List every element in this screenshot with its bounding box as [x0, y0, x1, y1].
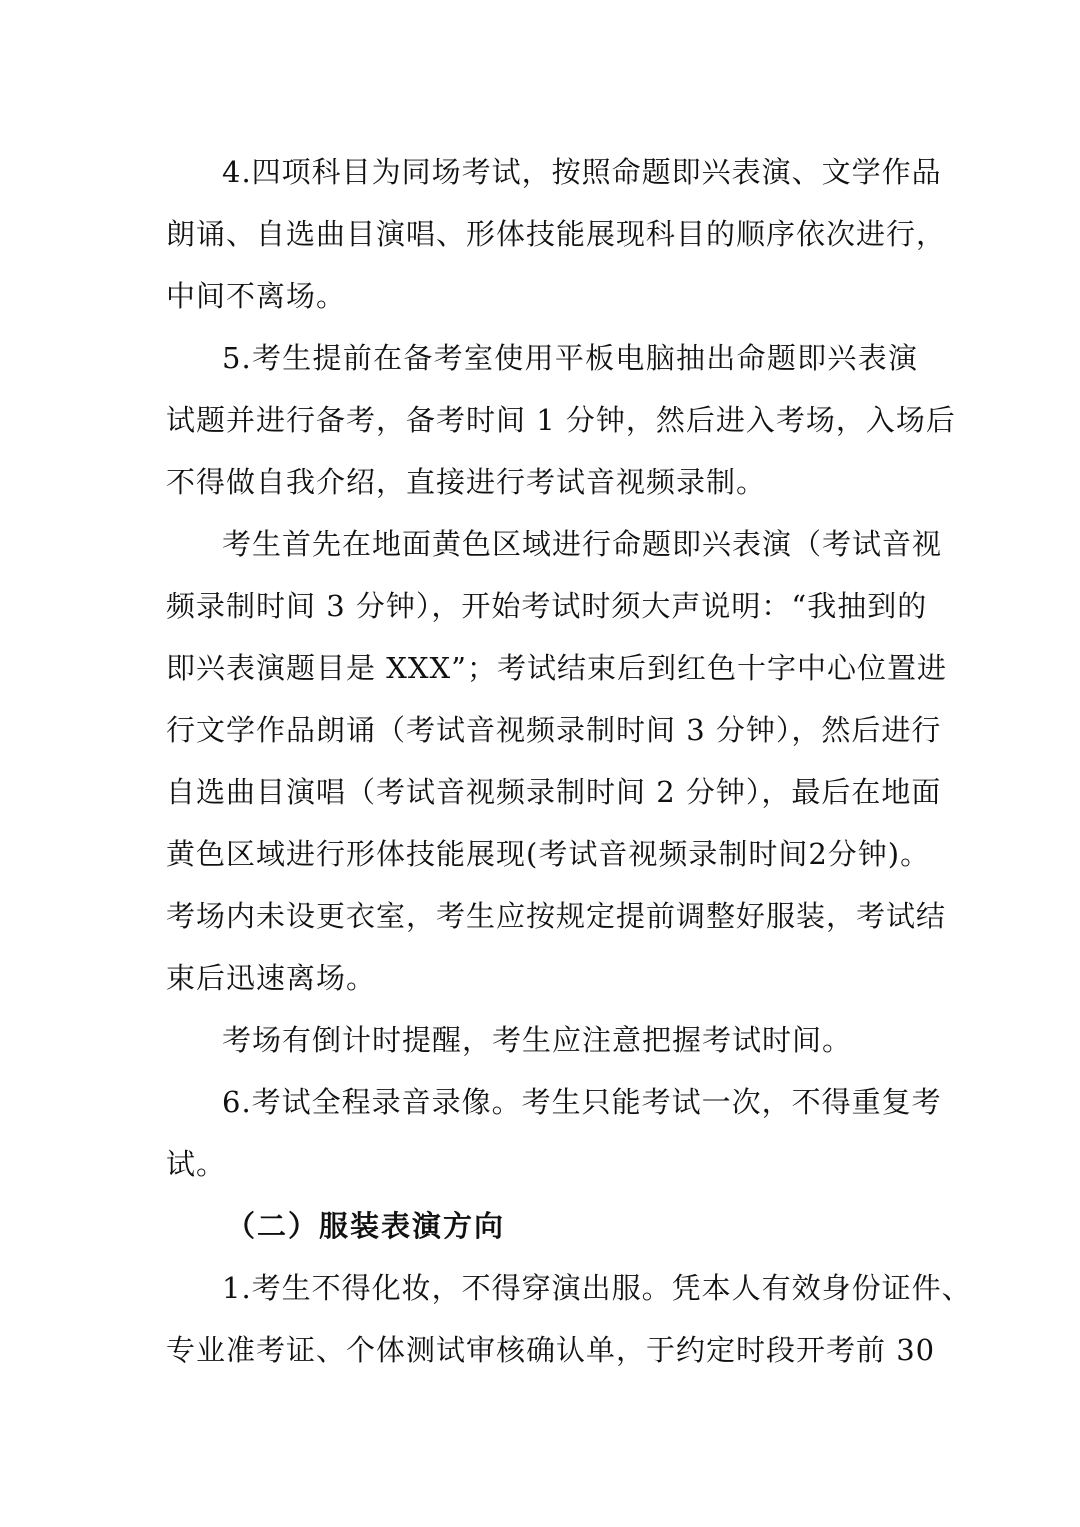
paragraph-5-line-3: 不得做自我介绍，直接进行考试音视频录制。	[166, 465, 767, 499]
paragraph-procedure-line-4: 行文学作品朗诵（考试音视频录制时间 3 分钟），然后进行	[166, 713, 942, 747]
paragraph-4-line-3: 中间不离场。	[166, 279, 347, 313]
paragraph-procedure-line-3: 即兴表演题目是 XXX”；考试结束后到红色十字中心位置进	[166, 651, 947, 685]
section-heading: （二）服装表演方向	[226, 1209, 506, 1243]
paragraph-4-line-2: 朗诵、自选曲目演唱、形体技能展现科目的顺序依次进行，	[166, 217, 947, 251]
paragraph-countdown: 考场有倒计时提醒，考生应注意把握考试时间。	[222, 1023, 853, 1057]
paragraph-6-line-1: 6.考试全程录音录像。考生只能考试一次，不得重复考	[222, 1085, 942, 1119]
paragraph-6-line-2: 试。	[166, 1147, 227, 1181]
paragraph-procedure-line-7: 考场内未设更衣室，考生应按规定提前调整好服装，考试结	[166, 899, 947, 933]
fashion-paragraph-1-line-2: 专业准考证、个体测试审核确认单，于约定时段开考前 30	[166, 1333, 936, 1367]
fashion-paragraph-1-line-1: 1.考生不得化妆，不得穿演出服。凭本人有效身份证件、	[222, 1271, 972, 1305]
paragraph-4-line-1: 4.四项科目为同场考试，按照命题即兴表演、文学作品	[222, 155, 942, 189]
paragraph-procedure-line-5: 自选曲目演唱（考试音视频录制时间 2 分钟），最后在地面	[166, 775, 942, 809]
paragraph-procedure-line-6: 黄色区域进行形体技能展现(考试音视频录制时间2分钟)。	[166, 837, 931, 871]
paragraph-procedure-line-2: 频录制时间 3 分钟），开始考试时须大声说明：“我抽到的	[166, 589, 928, 623]
paragraph-5-line-1: 5.考生提前在备考室使用平板电脑抽出命题即兴表演	[222, 341, 918, 375]
paragraph-5-line-2: 试题并进行备考，备考时间 1 分钟，然后进入考场，入场后	[166, 403, 956, 437]
paragraph-procedure-line-1: 考生首先在地面黄色区域进行命题即兴表演（考试音视	[222, 527, 943, 561]
paragraph-procedure-line-8: 束后迅速离场。	[166, 961, 377, 995]
